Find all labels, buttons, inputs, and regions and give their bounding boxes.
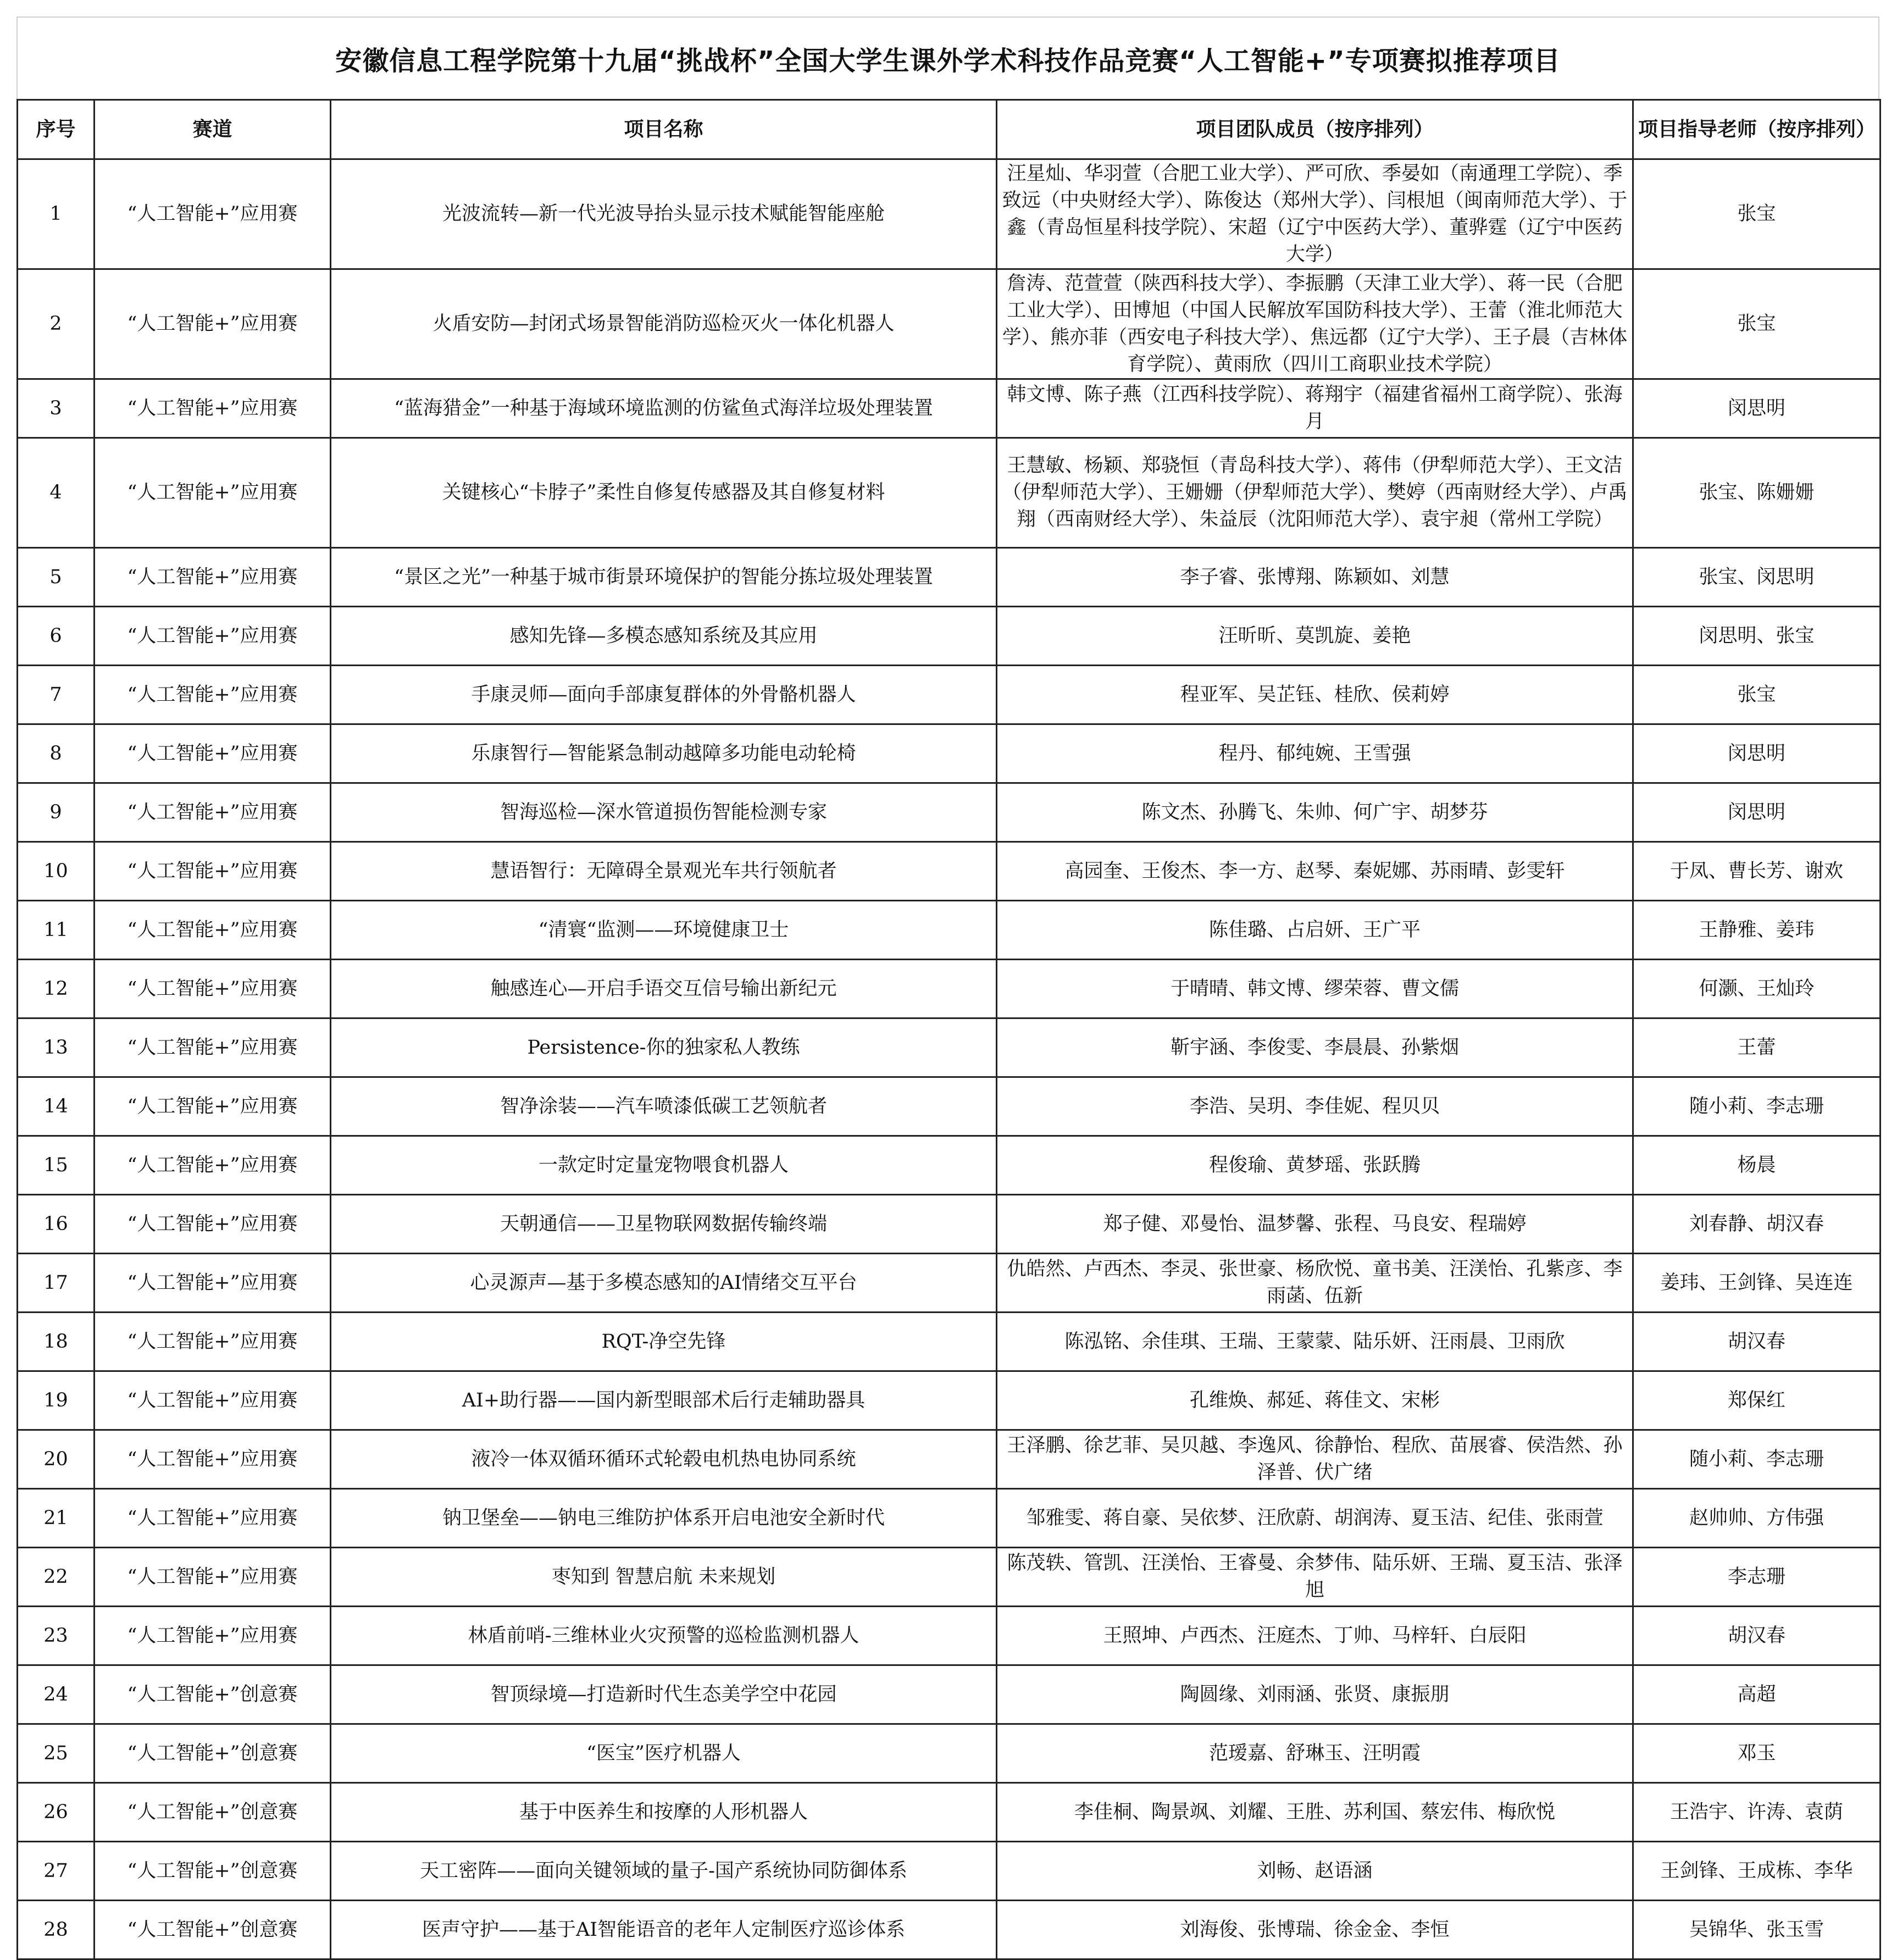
cell-members: 孔维焕、郝延、蒋佳文、宋彬 <box>997 1371 1633 1430</box>
table-row <box>18 1842 1881 1901</box>
cell-no: 13 <box>18 1018 95 1077</box>
document-sheet <box>16 16 1879 1960</box>
cell-no: 28 <box>18 1901 95 1959</box>
table-row <box>18 724 1881 783</box>
cell-track: “人工智能+”应用赛 <box>95 159 331 269</box>
table-header-row <box>18 100 1881 159</box>
cell-project: 林盾前哨-三维林业火灾预警的巡检监测机器人 <box>331 1607 997 1665</box>
table-row <box>18 783 1881 842</box>
table-row <box>18 1783 1881 1842</box>
cell-advisors: 胡汉春 <box>1633 1607 1881 1665</box>
cell-advisors: 杨晨 <box>1633 1136 1881 1195</box>
cell-members: 李浩、吴玥、李佳妮、程贝贝 <box>997 1077 1633 1136</box>
cell-advisors: 胡汉春 <box>1633 1313 1881 1371</box>
cell-project: “清寰“监测——环境健康卫士 <box>331 901 997 960</box>
cell-no: 5 <box>18 548 95 607</box>
cell-no: 12 <box>18 960 95 1018</box>
cell-members: 王泽鹏、徐艺菲、吴贝越、李逸风、徐静怡、程欣、苗展睿、侯浩然、孙泽普、伏广绪 <box>997 1430 1633 1489</box>
cell-track: “人工智能+”创意赛 <box>95 1783 331 1842</box>
table-row <box>18 1077 1881 1136</box>
cell-track: “人工智能+”创意赛 <box>95 1665 331 1724</box>
cell-track: “人工智能+”应用赛 <box>95 901 331 960</box>
cell-advisors: 闵思明 <box>1633 724 1881 783</box>
cell-members: 韩文博、陈子燕（江西科技学院）、蒋翔宇（福建省福州工商学院）、张海月 <box>997 379 1633 438</box>
header-members: 项目团队成员（按序排列） <box>997 100 1633 159</box>
cell-project: “蓝海猎金”一种基于海域环境监测的仿鲨鱼式海洋垃圾处理装置 <box>331 379 997 438</box>
table-row <box>18 960 1881 1018</box>
cell-track: “人工智能+”应用赛 <box>95 1254 331 1313</box>
cell-project: 关键核心“卡脖子”柔性自修复传感器及其自修复材料 <box>331 438 997 548</box>
cell-members: 程俊瑜、黄梦瑶、张跃腾 <box>997 1136 1633 1195</box>
cell-no: 27 <box>18 1842 95 1901</box>
cell-track: “人工智能+”应用赛 <box>95 1607 331 1665</box>
cell-advisors: 刘春静、胡汉春 <box>1633 1195 1881 1254</box>
cell-project: 基于中医养生和按摩的人形机器人 <box>331 1783 997 1842</box>
cell-track: “人工智能+”应用赛 <box>95 1430 331 1489</box>
cell-members: 于晴晴、韩文博、缪荣蓉、曹文儒 <box>997 960 1633 1018</box>
table-row <box>18 1018 1881 1077</box>
cell-no: 21 <box>18 1489 95 1548</box>
cell-project: 智海巡检—深水管道损伤智能检测专家 <box>331 783 997 842</box>
cell-no: 23 <box>18 1607 95 1665</box>
table-row <box>18 1901 1881 1959</box>
cell-track: “人工智能+”创意赛 <box>95 1724 331 1783</box>
cell-advisors: 张宝 <box>1633 666 1881 724</box>
cell-advisors: 于凤、曹长芳、谢欢 <box>1633 842 1881 901</box>
cell-project: 枣知到 智慧启航 未来规划 <box>331 1548 997 1607</box>
cell-track: “人工智能+”应用赛 <box>95 1018 331 1077</box>
cell-track: “人工智能+”应用赛 <box>95 269 331 379</box>
cell-track: “人工智能+”应用赛 <box>95 379 331 438</box>
cell-track: “人工智能+”创意赛 <box>95 1842 331 1901</box>
cell-project: “医宝”医疗机器人 <box>331 1724 997 1783</box>
table-row <box>18 1607 1881 1665</box>
cell-project: 触感连心—开启手语交互信号输出新纪元 <box>331 960 997 1018</box>
cell-advisors: 张宝 <box>1633 159 1881 269</box>
cell-advisors: 王蕾 <box>1633 1018 1881 1077</box>
cell-project: 钠卫堡垒——钠电三维防护体系开启电池安全新时代 <box>331 1489 997 1548</box>
cell-no: 17 <box>18 1254 95 1313</box>
cell-track: “人工智能+”应用赛 <box>95 1371 331 1430</box>
cell-no: 18 <box>18 1313 95 1371</box>
table-row <box>18 901 1881 960</box>
cell-no: 11 <box>18 901 95 960</box>
project-table <box>16 99 1881 1960</box>
cell-members: 陈文杰、孙腾飞、朱帅、何广宇、胡梦芬 <box>997 783 1633 842</box>
cell-no: 3 <box>18 379 95 438</box>
cell-track: “人工智能+”应用赛 <box>95 607 331 666</box>
table-row <box>18 1724 1881 1783</box>
cell-advisors: 闵思明、张宝 <box>1633 607 1881 666</box>
cell-no: 26 <box>18 1783 95 1842</box>
table-row <box>18 438 1881 548</box>
cell-project: Persistence-你的独家私人教练 <box>331 1018 997 1077</box>
table-row <box>18 1313 1881 1371</box>
cell-project: 天朝通信——卫星物联网数据传输终端 <box>331 1195 997 1254</box>
cell-members: 王照坤、卢西杰、汪庭杰、丁帅、马梓轩、白辰阳 <box>997 1607 1633 1665</box>
table-row <box>18 1430 1881 1489</box>
cell-members: 陈茂轶、管凯、汪渼怡、王睿曼、余梦伟、陆乐妍、王瑞、夏玉洁、张泽旭 <box>997 1548 1633 1607</box>
cell-advisors: 王静雅、姜玮 <box>1633 901 1881 960</box>
cell-project: 智净涂装——汽车喷漆低碳工艺领航者 <box>331 1077 997 1136</box>
table-row <box>18 269 1881 379</box>
cell-project: 医声守护——基于AI智能语音的老年人定制医疗巡诊体系 <box>331 1901 997 1959</box>
cell-advisors: 高超 <box>1633 1665 1881 1724</box>
cell-members: 陈佳璐、占启妍、王广平 <box>997 901 1633 960</box>
cell-track: “人工智能+”应用赛 <box>95 842 331 901</box>
cell-advisors: 闵思明 <box>1633 783 1881 842</box>
cell-project: “景区之光”一种基于城市街景环境保护的智能分拣垃圾处理装置 <box>331 548 997 607</box>
header-project: 项目名称 <box>331 100 997 159</box>
table-row <box>18 842 1881 901</box>
cell-advisors: 姜玮、王剑锋、吴连连 <box>1633 1254 1881 1313</box>
cell-advisors: 闵思明 <box>1633 379 1881 438</box>
table-row <box>18 1195 1881 1254</box>
cell-members: 李子睿、张博翔、陈颖如、刘慧 <box>997 548 1633 607</box>
cell-advisors: 何灏、王灿玲 <box>1633 960 1881 1018</box>
cell-track: “人工智能+”应用赛 <box>95 783 331 842</box>
cell-project: 火盾安防—封闭式场景智能消防巡检灭火一体化机器人 <box>331 269 997 379</box>
cell-project: 天工密阵——面向关键领域的量子-国产系统协同防御体系 <box>331 1842 997 1901</box>
table-row <box>18 1136 1881 1195</box>
cell-members: 范瑷嘉、舒琳玉、汪明霞 <box>997 1724 1633 1783</box>
cell-track: “人工智能+”应用赛 <box>95 960 331 1018</box>
cell-members: 刘海俊、张博瑞、徐金金、李恒 <box>997 1901 1633 1959</box>
cell-members: 仇皓然、卢西杰、李灵、张世豪、杨欣悦、童书美、汪渼怡、孔紫彦、李雨菡、伍新 <box>997 1254 1633 1313</box>
cell-members: 李佳桐、陶景飒、刘耀、王胜、苏利国、蔡宏伟、梅欣悦 <box>997 1783 1633 1842</box>
cell-members: 汪昕昕、莫凯旋、姜艳 <box>997 607 1633 666</box>
cell-no: 2 <box>18 269 95 379</box>
cell-members: 郑子健、邓曼怡、温梦馨、张程、马良安、程瑞婷 <box>997 1195 1633 1254</box>
header-advisors: 项目指导老师（按序排列） <box>1633 100 1881 159</box>
cell-members: 程丹、郁纯婉、王雪强 <box>997 724 1633 783</box>
cell-advisors: 张宝 <box>1633 269 1881 379</box>
cell-track: “人工智能+”应用赛 <box>95 1136 331 1195</box>
cell-no: 22 <box>18 1548 95 1607</box>
table-row <box>18 666 1881 724</box>
cell-members: 邹雅雯、蒋自豪、吴依梦、汪欣蔚、胡润涛、夏玉洁、纪佳、张雨萱 <box>997 1489 1633 1548</box>
cell-no: 19 <box>18 1371 95 1430</box>
cell-no: 7 <box>18 666 95 724</box>
cell-track: “人工智能+”应用赛 <box>95 438 331 548</box>
cell-members: 高园奎、王俊杰、李一方、赵琴、秦妮娜、苏雨晴、彭雯轩 <box>997 842 1633 901</box>
cell-project: 感知先锋—多模态感知系统及其应用 <box>331 607 997 666</box>
title-bar <box>16 16 1879 99</box>
cell-track: “人工智能+”应用赛 <box>95 724 331 783</box>
cell-project: 心灵源声—基于多模态感知的AI情绪交互平台 <box>331 1254 997 1313</box>
cell-members: 詹涛、范萱萱（陕西科技大学）、李振鹏（天津工业大学）、蒋一民（合肥工业大学）、田博旭（中国人民解放军国防科技大学）、王蕾（淮北师范大学）、熊亦菲（西安电子科技大学）、焦远都（辽宁大学）、王子晨（吉林体育学院）、黄雨欣（四川工商职业技术学院） <box>997 269 1633 379</box>
cell-members: 程亚军、吴芷钰、桂欣、侯莉婷 <box>997 666 1633 724</box>
cell-project: AI+助行器——国内新型眼部术后行走辅助器具 <box>331 1371 997 1430</box>
cell-no: 1 <box>18 159 95 269</box>
cell-track: “人工智能+”应用赛 <box>95 1548 331 1607</box>
cell-members: 汪星灿、华羽萱（合肥工业大学）、严可欣、季晏如（南通理工学院）、季致远（中央财经大学）、陈俊达（郑州大学）、闫根旭（闽南师范大学）、于鑫（青岛恒星科技学院）、宋超（辽宁中医药大学）、董骅霆（辽宁中医药大学） <box>997 159 1633 269</box>
cell-track: “人工智能+”应用赛 <box>95 1077 331 1136</box>
cell-advisors: 王浩宇、许涛、袁荫 <box>1633 1783 1881 1842</box>
header-no: 序号 <box>18 100 95 159</box>
cell-track: “人工智能+”创意赛 <box>95 1901 331 1959</box>
cell-members: 刘畅、赵语涵 <box>997 1842 1633 1901</box>
table-body <box>18 159 1881 1959</box>
cell-no: 10 <box>18 842 95 901</box>
cell-advisors: 李志珊 <box>1633 1548 1881 1607</box>
cell-project: RQT-净空先锋 <box>331 1313 997 1371</box>
cell-track: “人工智能+”应用赛 <box>95 1195 331 1254</box>
document-title: 安徽信息工程学院第十九届“挑战杯”全国大学生课外学术科技作品竞赛“人工智能+”专项赛拟推荐项目 <box>335 45 1561 76</box>
cell-advisors: 赵帅帅、方伟强 <box>1633 1489 1881 1548</box>
cell-members: 王慧敏、杨颖、郑骁恒（青岛科技大学）、蒋伟（伊犁师范大学）、王文洁（伊犁师范大学）、王姗姗（伊犁师范大学）、樊婷（西南财经大学）、卢禹翔（西南财经大学）、朱益辰（沈阳师范大学）、袁宇昶（常州工学院） <box>997 438 1633 548</box>
cell-members: 靳宇涵、李俊雯、李晨晨、孙紫烟 <box>997 1018 1633 1077</box>
cell-advisors: 张宝、闵思明 <box>1633 548 1881 607</box>
cell-project: 光波流转—新一代光波导抬头显示技术赋能智能座舱 <box>331 159 997 269</box>
cell-no: 9 <box>18 783 95 842</box>
cell-no: 15 <box>18 1136 95 1195</box>
cell-no: 14 <box>18 1077 95 1136</box>
cell-track: “人工智能+”应用赛 <box>95 1489 331 1548</box>
cell-no: 6 <box>18 607 95 666</box>
cell-no: 8 <box>18 724 95 783</box>
cell-advisors: 邓玉 <box>1633 1724 1881 1783</box>
table-row <box>18 1665 1881 1724</box>
table-row <box>18 1254 1881 1313</box>
cell-advisors: 王剑锋、王成栋、李华 <box>1633 1842 1881 1901</box>
cell-advisors: 随小莉、李志珊 <box>1633 1077 1881 1136</box>
cell-track: “人工智能+”应用赛 <box>95 1313 331 1371</box>
cell-members: 陈泓铭、余佳琪、王瑞、王蒙蒙、陆乐妍、汪雨晨、卫雨欣 <box>997 1313 1633 1371</box>
cell-project: 慧语智行：无障碍全景观光车共行领航者 <box>331 842 997 901</box>
cell-advisors: 郑保红 <box>1633 1371 1881 1430</box>
cell-advisors: 吴锦华、张玉雪 <box>1633 1901 1881 1959</box>
cell-no: 20 <box>18 1430 95 1489</box>
cell-no: 25 <box>18 1724 95 1783</box>
cell-project: 智顶绿境—打造新时代生态美学空中花园 <box>331 1665 997 1724</box>
cell-no: 24 <box>18 1665 95 1724</box>
cell-advisors: 张宝、陈姗姗 <box>1633 438 1881 548</box>
cell-project: 一款定时定量宠物喂食机器人 <box>331 1136 997 1195</box>
cell-project: 液冷一体双循环循环式轮毂电机热电协同系统 <box>331 1430 997 1489</box>
table-row <box>18 379 1881 438</box>
table-row <box>18 548 1881 607</box>
table-row <box>18 607 1881 666</box>
cell-no: 16 <box>18 1195 95 1254</box>
cell-project: 乐康智行—智能紧急制动越障多功能电动轮椅 <box>331 724 997 783</box>
cell-no: 4 <box>18 438 95 548</box>
cell-project: 手康灵师—面向手部康复群体的外骨骼机器人 <box>331 666 997 724</box>
cell-members: 陶圆缘、刘雨涵、张贤、康振朋 <box>997 1665 1633 1724</box>
cell-track: “人工智能+”应用赛 <box>95 548 331 607</box>
table-row <box>18 1489 1881 1548</box>
cell-track: “人工智能+”应用赛 <box>95 666 331 724</box>
table-row <box>18 1371 1881 1430</box>
cell-advisors: 随小莉、李志珊 <box>1633 1430 1881 1489</box>
header-track: 赛道 <box>95 100 331 159</box>
table-row <box>18 1548 1881 1607</box>
table-row <box>18 159 1881 269</box>
